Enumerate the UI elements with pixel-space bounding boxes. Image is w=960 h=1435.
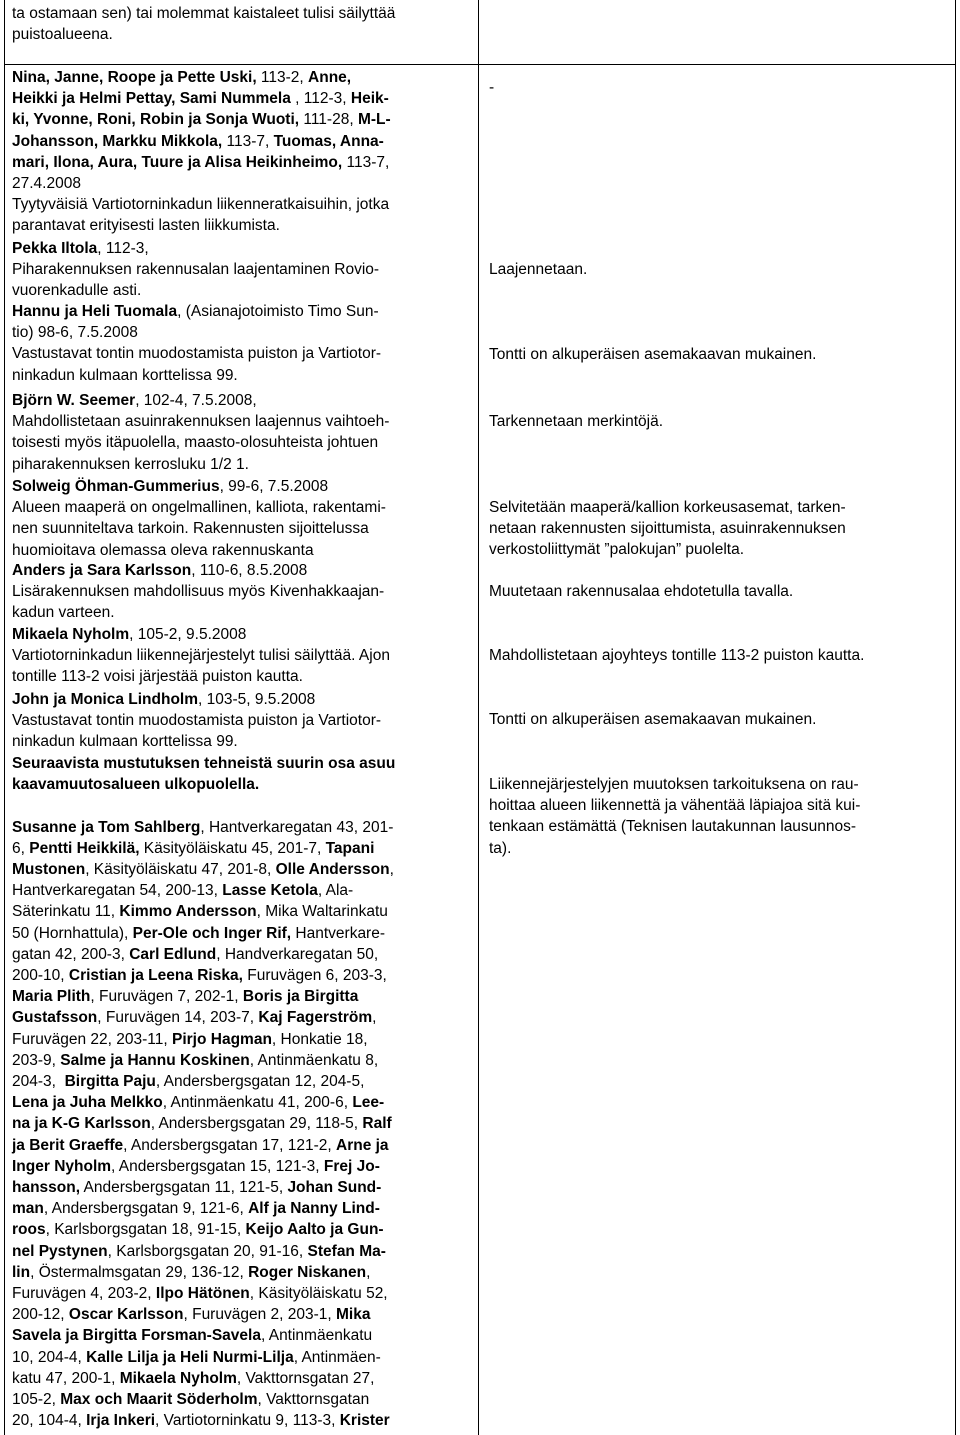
comment-line: mari, Ilona, Aura, Tuure ja Alisa Heikinheimo, 113-7, [12, 153, 390, 171]
response-line: Tarkennetaan merkintöjä. [489, 413, 664, 430]
comment-line: Mikaela Nyholm, 105-2, 9.5.2008 [12, 626, 247, 643]
response-line: Laajennetaan. [489, 261, 588, 278]
comment-line: huomioitava olemassa oleva rakennuskanta [12, 541, 314, 559]
response-line: verkostoliittymät ”palokujan” puolelta. [489, 541, 745, 559]
response-line: netaan rakennusten sijoittumista, asuinrakennuksen [489, 520, 846, 538]
comment-line: Maria Plith, Furuvägen 7, 202-1, Boris ja Birgitta [12, 988, 359, 1006]
response-cell [489, 709, 951, 730]
comment-line: Vastustavat tontin muodostamista puiston ja Vartiotor- [12, 712, 382, 730]
comment-line: Säterinkatu 11, Kimmo Andersson, Mika Waltarinkatu [12, 903, 388, 921]
comment-line: vuorenkadulle asti. [12, 282, 142, 300]
comment-line: ja Berit Graeffe, Andersbergsgatan 17, 121-2, Arne ja [12, 1136, 389, 1154]
comment-line: Furuvägen 22, 203-11, Pirjo Hagman, Honkatie 18, [12, 1030, 368, 1048]
comment-line: kaavamuutosalueen ulkopuolella. [12, 776, 260, 794]
response-line: tenkaan estämättä (Teknisen lautakunnan lausunnos- [489, 818, 857, 836]
comment-line: nen suunniteltava tarkoin. Rakennusten sijoittelussa [12, 520, 369, 538]
comment-line: tontille 113-2 voisi järjestää puiston kautta. [12, 668, 303, 686]
comment-line: ki, Yvonne, Roni, Robin ja Sonja Wuoti, 111-28, M-L- [12, 111, 391, 129]
comment-line: Hantverkaregatan 54, 200-13, Lasse Ketola, Ala- [12, 882, 354, 900]
table-border-left [4, 0, 5, 1435]
comment-line: 27.4.2008 [12, 175, 81, 193]
response-cell [489, 344, 951, 365]
response-line: Liikennejärjestelyjen muutoksen tarkoituksena on rau- [489, 776, 859, 793]
comment-line: John ja Monica Lindholm, 103-5, 9.5.2008 [12, 691, 316, 708]
comment-line: Piharakennuksen rakennusalan laajentaminen Rovio- [12, 261, 380, 279]
comment-line: 105-2, Max och Maarit Söderholm, Vakttornsgatan [12, 1391, 370, 1409]
response-cell [489, 259, 951, 280]
comment-line: Mustonen, Käsityöläiskatu 47, 201-8, Olle Andersson, [12, 861, 394, 879]
comment-line: Björn W. Seemer, 102-4, 7.5.2008, [12, 392, 257, 409]
comment-line: Furuvägen 4, 203-2, Ilpo Hätönen, Käsityöläiskatu 52, [12, 1285, 388, 1303]
comment-line: parantavat erityisesti lasten liikkumista. [12, 217, 280, 235]
comment-line: Gustafsson, Furuvägen 14, 203-7, Kaj Fagerström, [12, 1009, 377, 1027]
comment-line: ninkadun kulmaan korttelissa 99. [12, 733, 238, 751]
comment-line: 50 (Hornhattula), Per-Ole och Inger Rif, Hantverkare- [12, 924, 386, 942]
comment-cell [12, 67, 477, 237]
comment-line: Susanne ja Tom Sahlberg, Hantverkaregatan 43, 201- [12, 818, 394, 836]
response-line: Mahdollistetaan ajoyhteys tontille 113-2 puiston kautta. [489, 647, 865, 664]
table-column-divider [478, 0, 479, 1435]
comment-line: 200-12, Oscar Karlsson, Furuvägen 2, 203-1, Mika [12, 1306, 371, 1324]
comment-cell [12, 301, 477, 386]
response-line: ta). [489, 839, 512, 857]
comment-line: katu 47, 200-1, Mikaela Nyholm, Vakttornsgatan 27, [12, 1369, 375, 1387]
comment-line: Anders ja Sara Karlsson, 110-6, 8.5.2008 [12, 562, 308, 579]
response-cell [489, 497, 951, 561]
comment-line: hansson, Andersbergsgatan 11, 121-5, Johan Sund- [12, 1179, 382, 1197]
comment-line: piharakennuksen kerrosluku 1/2 1. [12, 455, 249, 473]
response-line: hoittaa alueen liikennettä ja vähentää läpiajoa sitä kui- [489, 797, 861, 815]
comment-line: Inger Nyholm, Andersbergsgatan 15, 121-3, Frej Jo- [12, 1157, 380, 1175]
comment-cell [12, 624, 477, 688]
comment-line: 20, 104-4, Irja Inkeri, Vartiotorninkatu 9, 113-3, Krister [12, 1412, 390, 1430]
comment-line: Johansson, Markku Mikkola, 113-7, Tuomas, Anna- [12, 132, 384, 150]
comment-line: 200-10, Cristian ja Leena Riska, Furuvägen 6, 203-3, [12, 967, 387, 985]
comment-line: Alueen maaperä on ongelmallinen, kalliota, rakentami- [12, 499, 386, 517]
comment-line: man, Andersbergsgatan 9, 121-6, Alf ja Nanny Lind- [12, 1200, 380, 1218]
comment-cell [12, 3, 477, 45]
comment-line: Pekka Iltola, 112-3, [12, 240, 149, 257]
response-cell [489, 411, 951, 432]
comment-cell [12, 753, 477, 1432]
comment-cell [12, 689, 477, 753]
comment-line: roos, Karlsborgsgatan 18, 91-15, Keijo Aalto ja Gun- [12, 1221, 384, 1239]
comment-line: Savela ja Birgitta Forsman-Savela, Antinmäenkatu [12, 1327, 373, 1345]
comment-line: Mahdollistetaan asuinrakennuksen laajennus vaihtoeh- [12, 413, 390, 431]
comment-line: na ja K-G Karlsson, Andersbergsgatan 29, 118-5, Ralf [12, 1115, 392, 1133]
comment-line: toisesti myös itäpuolella, maasto-olosuhteista johtuen [12, 434, 379, 452]
response-cell [489, 774, 951, 859]
comment-line: Lena ja Juha Melkko, Antinmäenkatu 41, 200-6, Lee- [12, 1094, 385, 1112]
comment-line: Seuraavista mustutuksen tehneistä suurin osa asuu [12, 755, 396, 772]
comment-line: gatan 42, 200-3, Carl Edlund, Handverkaregatan 50, [12, 945, 379, 963]
response-cell [489, 77, 951, 98]
comment-line: tio) 98-6, 7.5.2008 [12, 324, 138, 342]
row-divider [4, 64, 955, 65]
response-line: Selvitetään maaperä/kallion korkeusasemat, tarken- [489, 499, 846, 516]
response-cell [489, 581, 951, 602]
comment-line: puistoalueena. [12, 26, 113, 44]
comment-cell [12, 560, 477, 624]
comment-cell [12, 476, 477, 561]
response-cell [489, 645, 951, 666]
response-line: Tontti on alkuperäisen asemakaavan mukainen. [489, 346, 817, 363]
comment-line: Solweig Öhman-Gummerius, 99-6, 7.5.2008 [12, 478, 329, 495]
comment-line: 203-9, Salme ja Hannu Koskinen, Antinmäenkatu 8, [12, 1051, 379, 1069]
comment-line: Tyytyväisiä Vartiotorninkadun liikenneratkaisuihin, jotka [12, 196, 390, 214]
comment-line: kadun varteen. [12, 604, 115, 622]
response-line: Muutetaan rakennusalaa ehdotetulla tavalla. [489, 583, 794, 600]
comment-line: ninkadun kulmaan korttelissa 99. [12, 366, 238, 384]
comment-line: Hannu ja Heli Tuomala, (Asianajotoimisto Timo Sun- [12, 303, 379, 320]
comment-line: nel Pystynen, Karlsborgsgatan 20, 91-16, Stefan Ma- [12, 1242, 386, 1260]
response-line: - [489, 79, 495, 96]
comment-line: 10, 204-4, Kalle Lilja ja Heli Nurmi-Lilja, Antinmäen- [12, 1348, 381, 1366]
comment-line: 6, Pentti Heikkilä, Käsityöläiskatu 45, 201-7, Tapani [12, 839, 375, 857]
comment-line: ta ostamaan sen) tai molemmat kaistaleet tulisi säilyttää [12, 5, 396, 22]
response-line: Tontti on alkuperäisen asemakaavan mukainen. [489, 711, 817, 728]
comment-line: Heikki ja Helmi Pettay, Sami Nummela , 112-3, Heik- [12, 90, 389, 108]
comment-line: Nina, Janne, Roope ja Pette Uski, 113-2, Anne, [12, 69, 352, 86]
comment-line: lin, Östermalmsgatan 29, 136-12, Roger Niskanen, [12, 1263, 371, 1281]
comment-line: Lisärakennuksen mahdollisuus myös Kivenhakkaajan- [12, 583, 385, 601]
comment-line [12, 795, 477, 816]
comment-cell [12, 390, 477, 475]
table-border-right [955, 0, 956, 1435]
comment-cell [12, 238, 477, 302]
comment-line: Vartiotorninkadun liikennejärjestelyt tulisi säilyttää. Ajon [12, 647, 390, 665]
comment-line: 204-3, Birgitta Paju, Andersbergsgatan 12, 204-5, [12, 1073, 365, 1091]
comment-line: Vastustavat tontin muodostamista puiston ja Vartiotor- [12, 345, 382, 363]
